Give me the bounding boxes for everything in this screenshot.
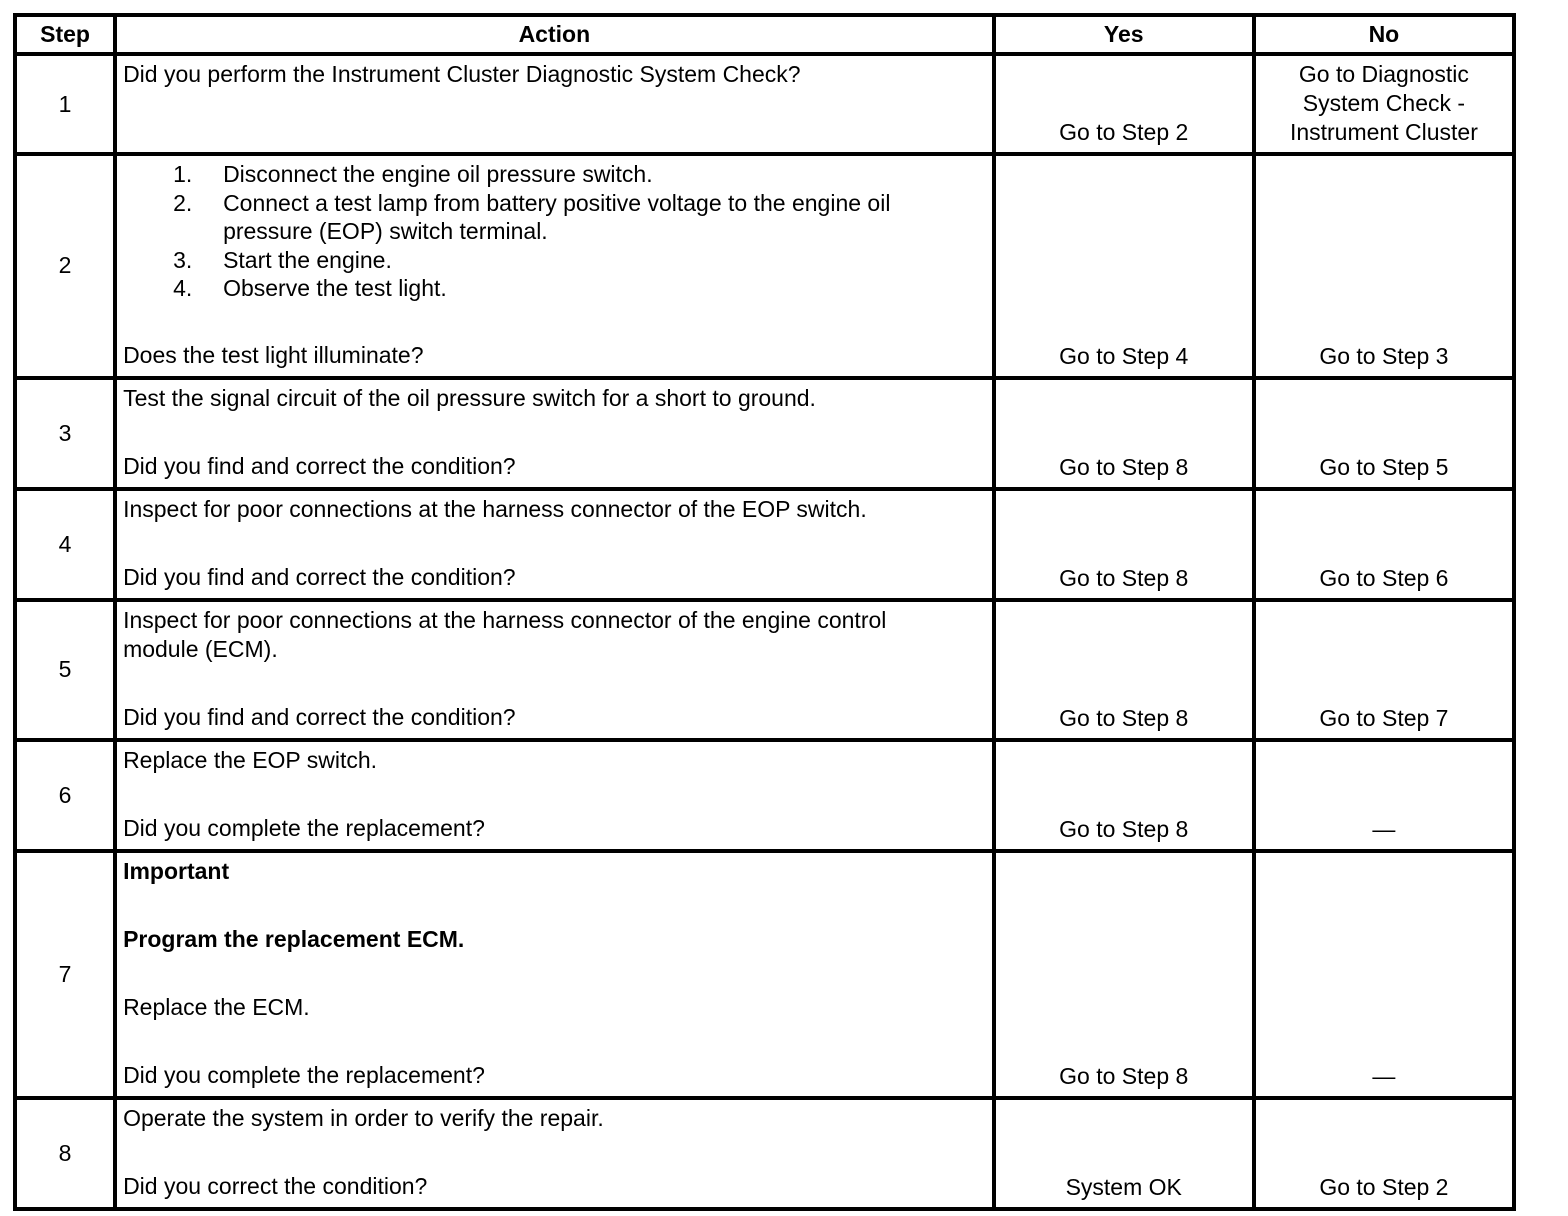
important-text: Program the replacement ECM. <box>123 925 465 952</box>
question-text: Does the test light illuminate? <box>123 341 424 368</box>
no-cell: Go to Step 7 <box>1254 600 1514 740</box>
table-row-step-1 <box>15 54 1514 154</box>
action-cell <box>115 600 994 740</box>
yes-cell: Go to Step 8 <box>994 378 1254 489</box>
table-row-step-7 <box>15 851 1514 1098</box>
header-no: No <box>1254 15 1514 54</box>
step-number: 1 <box>15 54 115 154</box>
action-cell <box>115 1098 994 1209</box>
list-item: 4. Observe the test light. <box>173 275 447 301</box>
action-cell <box>115 378 994 489</box>
action-text: Did you perform the Instrument Cluster Diagnostic System Check? <box>123 61 801 87</box>
yes-cell: Go to Step 2 <box>994 54 1254 154</box>
step-number: 2 <box>15 154 115 378</box>
list-item: 3. Start the engine. <box>173 246 392 273</box>
question-text: Did you find and correct the condition? <box>123 703 516 730</box>
step-number: 6 <box>15 740 115 851</box>
yes-cell: Go to Step 8 <box>994 851 1254 1098</box>
no-cell: — <box>1254 851 1514 1098</box>
list-item: 1. Disconnect the engine oil pressure switch. <box>173 161 653 187</box>
list-item: 2. Connect a test lamp from battery positive voltage to the engine oil pressure (EOP) switch terminal. <box>173 189 891 244</box>
header-yes: Yes <box>994 15 1254 54</box>
action-cell <box>115 154 994 378</box>
action-cell <box>115 54 994 154</box>
no-line: Go to Diagnostic <box>1298 61 1469 87</box>
diagnostic-table <box>13 13 1516 1211</box>
no-cell: Go to Step 6 <box>1254 489 1514 600</box>
question-text: Did you find and correct the condition? <box>123 563 516 590</box>
no-cell <box>1254 54 1514 154</box>
no-cell: Go to Step 3 <box>1254 154 1514 378</box>
question-text: Did you find and correct the condition? <box>123 452 516 479</box>
action-text: Replace the ECM. <box>123 993 310 1020</box>
no-line: Instrument Cluster <box>1289 119 1478 145</box>
action-text: Replace the EOP switch. <box>123 746 378 773</box>
step-number: 3 <box>15 378 115 489</box>
yes-cell: Go to Step 8 <box>994 489 1254 600</box>
yes-cell: System OK <box>994 1098 1254 1209</box>
important-heading: Important <box>123 857 230 884</box>
yes-cell: Go to Step 8 <box>994 740 1254 851</box>
procedure-list <box>123 160 986 303</box>
question-text: Did you correct the condition? <box>123 1172 428 1199</box>
table-row-step-3 <box>15 378 1514 489</box>
table-row-step-8 <box>15 1098 1514 1209</box>
action-text: Operate the system in order to verify the repair. <box>123 1104 604 1131</box>
header-step: Step <box>15 15 115 54</box>
action-text: Inspect for poor connections at the harness connector of the EOP switch. <box>123 495 867 522</box>
yes-cell: Go to Step 4 <box>994 154 1254 378</box>
action-text: Test the signal circuit of the oil pressure switch for a short to ground. <box>123 384 816 411</box>
header-row <box>15 15 1514 54</box>
action-cell <box>115 851 994 1098</box>
table-row-step-2 <box>15 154 1514 378</box>
yes-cell: Go to Step 8 <box>994 600 1254 740</box>
no-cell: Go to Step 5 <box>1254 378 1514 489</box>
step-number: 4 <box>15 489 115 600</box>
action-text: Inspect for poor connections at the harness connector of the engine control module (ECM). <box>123 606 887 662</box>
action-cell <box>115 740 994 851</box>
table-row-step-5 <box>15 600 1514 740</box>
step-number: 5 <box>15 600 115 740</box>
table-row-step-4 <box>15 489 1514 600</box>
no-cell: — <box>1254 740 1514 851</box>
no-line: System Check - <box>1302 90 1466 116</box>
step-number: 7 <box>15 851 115 1098</box>
table-row-step-6 <box>15 740 1514 851</box>
no-cell: Go to Step 2 <box>1254 1098 1514 1209</box>
question-text: Did you complete the replacement? <box>123 1061 485 1088</box>
question-text: Did you complete the replacement? <box>123 814 485 841</box>
step-number: 8 <box>15 1098 115 1209</box>
header-action: Action <box>115 15 994 54</box>
action-cell <box>115 489 994 600</box>
